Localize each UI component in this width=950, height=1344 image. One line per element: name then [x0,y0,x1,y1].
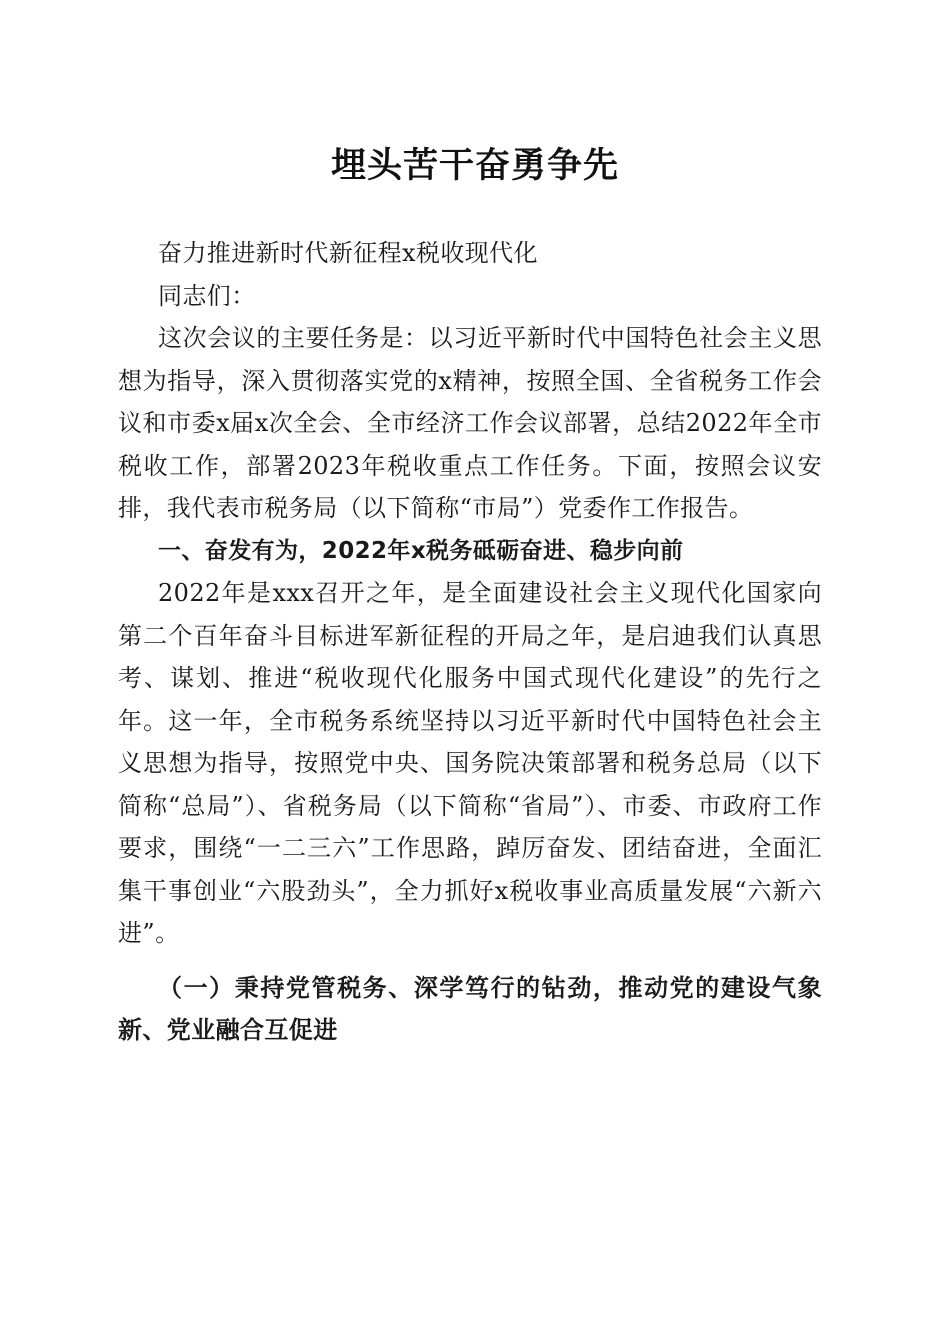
document-subtitle: 奋力推进新时代新征程x税收现代化 [158,239,538,267]
document-body [118,232,822,1052]
paragraph-2022-review: 2022年是xxx召开之年，是全面建设社会主义现代化国家向第二个百年奋斗目标进军新征程的开局之年，是启迪我们认真思考、谋划、推进“税收现代化服务中国式现代化建设”的先行之年。这一年，全市税务系统坚持以习近平新时代中国特色社会主义思想为指导，按照党中央、国务院决策部署和税务总局（以下简称“总局”）、省税务局（以下简称“省局”）、市委、市政府工作要求，围绕“一二三六”工作思路，踔厉奋发、团结奋进，全面汇集干事创业“六股劲头”，全力抓好x税收事业高质量发展“六新六进”。 [118,579,822,947]
section-heading-1: 一、奋发有为，2022年x税务砥砺奋进、稳步向前 [158,537,684,564]
subsection-heading-1: （一）秉持党管税务、深学笃行的钻劲，推动党的建设气象新、党业融合互促进 [118,972,822,1044]
paragraph-meeting-task: 这次会议的主要任务是：以习近平新时代中国特色社会主义思想为指导，深入贯彻落实党的x精神，按照全国、全省税务工作会议和市委x届x次全会、全市经济工作会议部署，总结2022年全市税收工作，部署2023年税收重点工作任务。下面，按照会议安排，我代表市税务局（以下简称“市局”）党委作工作报告。 [118,324,822,522]
document-title: 埋头苦干奋勇争先 [330,145,619,186]
salutation: 同志们： [158,281,256,310]
